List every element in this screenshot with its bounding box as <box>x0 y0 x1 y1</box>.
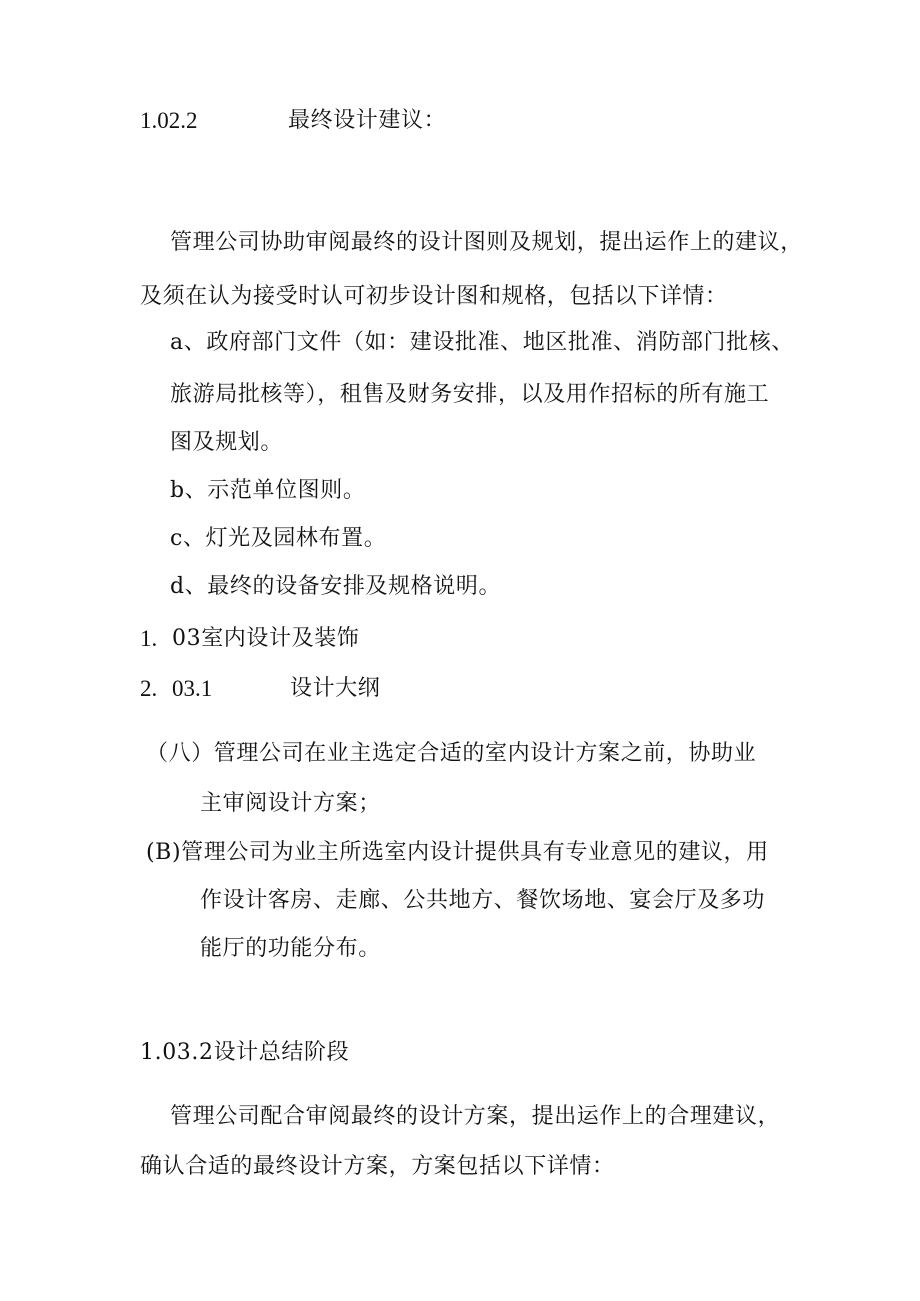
list-item: c、灯光及园林布置。 <box>170 526 387 551</box>
list-marker: 1. <box>140 626 158 651</box>
section-number: 03.1 <box>172 676 213 701</box>
list-marker: 2. <box>140 676 158 701</box>
list-item: a、政府部门文件（如：建设批准、地区批准、消防部门批核、 <box>170 330 794 355</box>
section-title: 1.03.2设计总结阶段 <box>140 1040 350 1065</box>
list-item: b、示范单位图则。 <box>170 478 366 503</box>
section-title: 最终设计建议： <box>288 108 447 133</box>
section-number: 1.02.2 <box>140 108 198 133</box>
paragraph-line: 管理公司协助审阅最终的设计图则及规划，提出运作上的建议， <box>170 230 803 255</box>
list-item: 能厅的功能分布。 <box>200 936 381 961</box>
section-title: 设计大纲 <box>290 676 381 701</box>
section-title: 03室内设计及装饰 <box>172 626 360 651</box>
list-item: 图及规划。 <box>170 430 284 455</box>
list-item: 旅游局批核等），租售及财务安排，以及用作招标的所有施工 <box>170 382 770 407</box>
list-item: 主审阅设计方案； <box>200 791 381 816</box>
list-item: （八）管理公司在业主选定合适的室内设计方案之前，协助业 <box>146 741 757 766</box>
paragraph-line: 及须在认为接受时认可初步设计图和规格，包括以下详情： <box>140 284 728 309</box>
list-item: d、最终的设备安排及规格说明。 <box>170 574 502 599</box>
paragraph-line: 管理公司配合审阅最终的设计方案，提出运作上的合理建议， <box>170 1104 781 1129</box>
list-item: 作设计客房、走廊、公共地方、餐饮场地、宴会厅及多功 <box>200 888 766 913</box>
paragraph-line: 确认合适的最终设计方案，方案包括以下详情： <box>140 1154 615 1179</box>
list-item: (B)管理公司为业主所选室内设计提供具有专业意见的建议，用 <box>146 840 769 865</box>
